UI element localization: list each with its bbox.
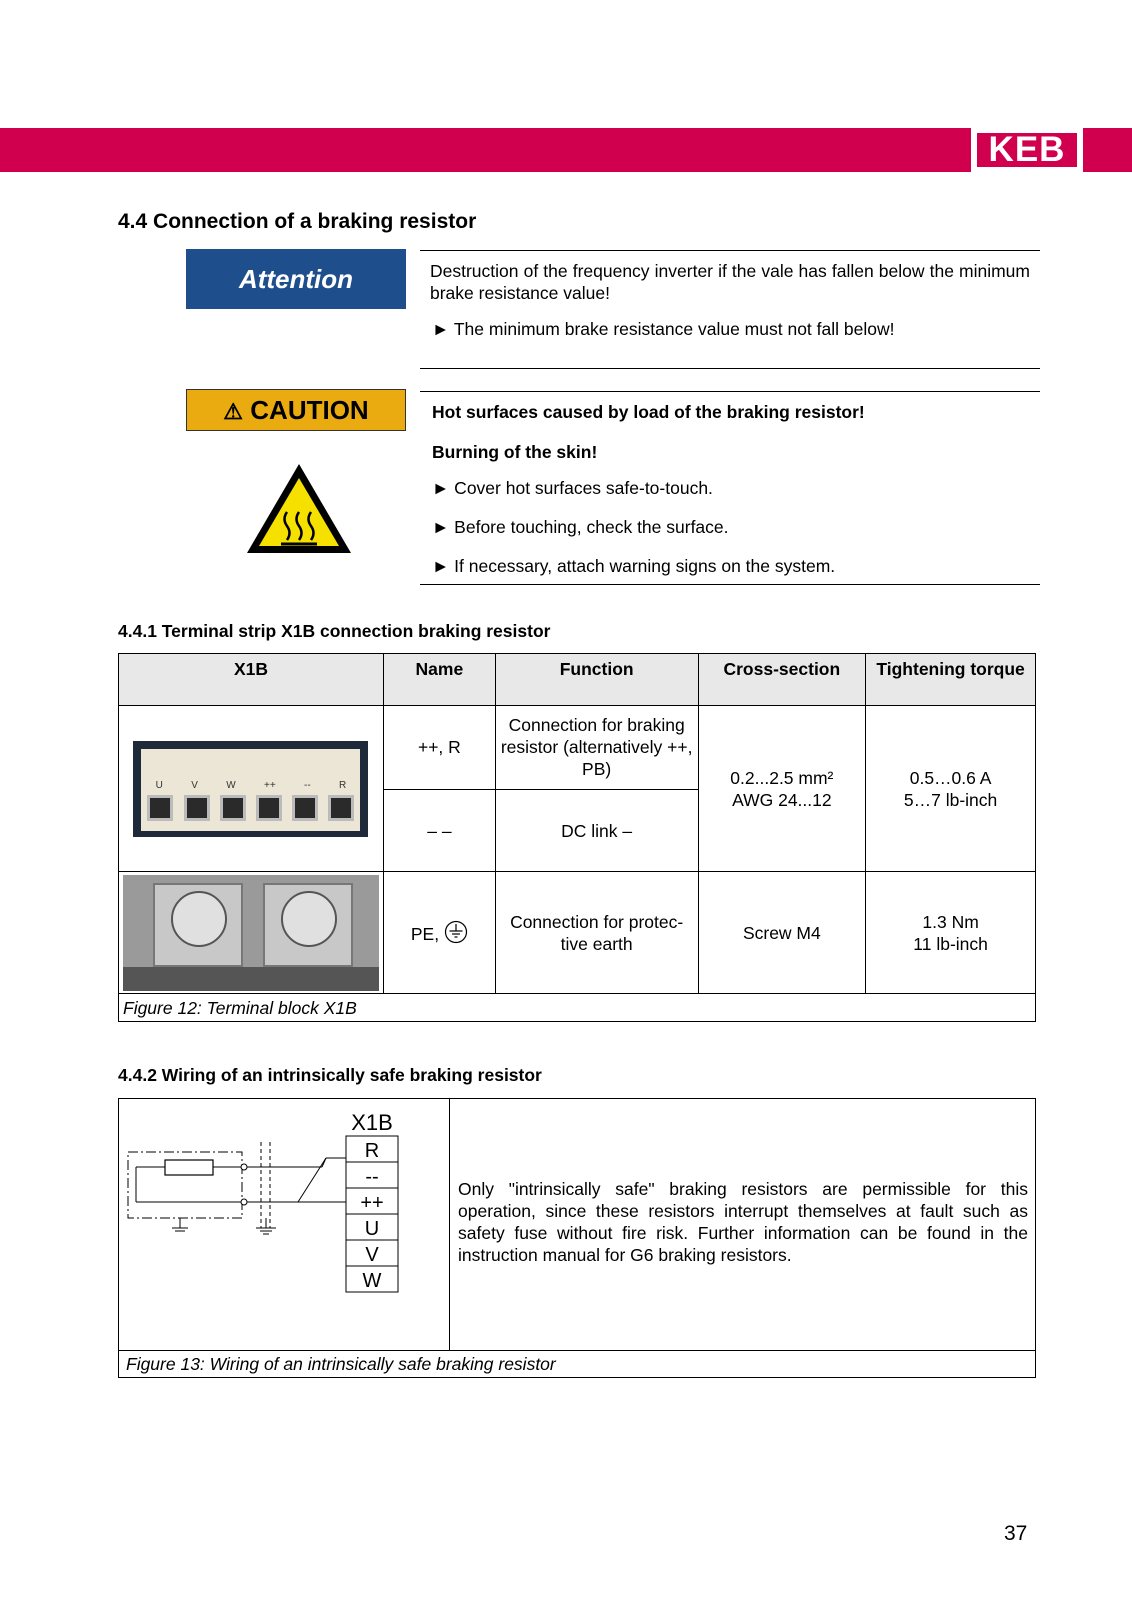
- table-cell-name: – –: [383, 790, 495, 872]
- hot-surface-icon: [243, 460, 355, 557]
- cross-section-awg: AWG 24...12: [732, 789, 832, 810]
- torque-value: 1.3 Nm: [922, 911, 979, 932]
- caution-text: CAUTION: [250, 395, 369, 425]
- subsection-title: 4.4.2 Wiring of an intrinsically safe braking resistor: [118, 1065, 542, 1085]
- table-header: Function: [495, 654, 698, 706]
- attention-bullet: ► The minimum brake resistance value must not fall below!: [432, 319, 895, 339]
- terminal-label: ++: [360, 1192, 384, 1214]
- terminal-label: U: [364, 1218, 380, 1240]
- table-cell-function: Connection for braking resistor (alternatively ++, PB): [495, 706, 698, 790]
- table-cell-name: ++, R: [383, 706, 495, 790]
- caution-label: [186, 389, 406, 431]
- pe-name: PE,: [410, 924, 440, 944]
- section-title: 4.4 Connection of a braking resistor: [118, 210, 477, 233]
- earth-ground-icon: [444, 920, 468, 944]
- logo-text: KEB: [977, 133, 1077, 167]
- caution-title: Hot surfaces caused by load of the braking resistor!: [432, 402, 865, 422]
- table-cell-function: DC link –: [495, 790, 698, 872]
- terminal-table: [118, 653, 1036, 1022]
- terminal-label: W: [226, 779, 236, 791]
- attention-label: Attention: [186, 249, 406, 309]
- table-header: Cross-section: [698, 654, 866, 706]
- table-header: Name: [383, 654, 495, 706]
- divider: [420, 391, 1040, 392]
- terminal-photo-cell: [119, 706, 384, 872]
- torque-lbinch: 5…7 lb-inch: [903, 789, 998, 810]
- terminal-strip-photo: [133, 741, 368, 837]
- caution-bullet: ► If necessary, attach warning signs on the system.: [432, 556, 836, 576]
- terminal-label: --: [365, 1166, 379, 1188]
- caution-subtitle: Burning of the skin!: [432, 442, 598, 462]
- figure-caption: Figure 12: Terminal block X1B: [119, 994, 1036, 1022]
- table-cell-torque: [866, 706, 1036, 872]
- terminal-label: U: [155, 779, 163, 791]
- table-cell-torque: [866, 872, 1036, 994]
- figure-caption: Figure 13: Wiring of an intrinsically safe braking resistor: [126, 1354, 556, 1374]
- caution-bullet: ► Before touching, check the surface.: [432, 517, 729, 537]
- header-bar: [0, 128, 1132, 172]
- subsection-title: 4.4.1 Terminal strip X1B connection braking resistor: [118, 621, 551, 641]
- terminal-block: [346, 1136, 398, 1292]
- table-header: Tightening torque: [866, 654, 1036, 706]
- table-cell-cross-section: Screw M4: [698, 872, 866, 994]
- table-header: X1B: [119, 654, 384, 706]
- terminal-label: R: [339, 779, 347, 791]
- divider: [118, 1350, 1036, 1351]
- terminal-label: R: [364, 1140, 380, 1162]
- torque-lbinch: 11 lb-inch: [913, 933, 988, 954]
- caution-bullet: ► Cover hot surfaces safe-to-touch.: [432, 478, 713, 498]
- divider: [420, 250, 1040, 251]
- terminal-label: V: [191, 779, 198, 791]
- wiring-diagram: [120, 1100, 448, 1348]
- terminal-label: ++: [263, 779, 276, 791]
- divider: [449, 1098, 450, 1350]
- terminal-label: --: [304, 779, 311, 791]
- table-cell-function: Connection for protec-tive earth: [495, 872, 698, 994]
- page-number: 37: [1004, 1522, 1028, 1545]
- torque-value: 0.5…0.6 A: [909, 767, 992, 788]
- warning-triangle-icon: ⚠: [223, 399, 244, 424]
- terminal-block-title: X1B: [351, 1110, 393, 1135]
- terminal-label: W: [362, 1270, 382, 1292]
- keb-logo: [971, 128, 1083, 172]
- table-cell-cross-section: [698, 706, 866, 872]
- table-cell-name: [383, 872, 495, 994]
- divider: [420, 368, 1040, 369]
- cross-section-value: 0.2...2.5 mm²: [730, 767, 834, 788]
- wiring-description: Only "intrinsically safe" braking resistors are permissible for this operation, since these resistors interrupt themselves at fault such as safety fuse without fire risk. Further information can be found in the instruction manual for G6 braking resistors.: [458, 1179, 1028, 1265]
- divider: [420, 584, 1040, 585]
- pe-terminal-photo: [123, 875, 379, 991]
- terminal-label: V: [365, 1244, 379, 1266]
- attention-text: Destruction of the frequency inverter if the vale has fallen below the minimum brake resistance value!: [430, 261, 1030, 303]
- pe-photo-cell: [119, 872, 384, 994]
